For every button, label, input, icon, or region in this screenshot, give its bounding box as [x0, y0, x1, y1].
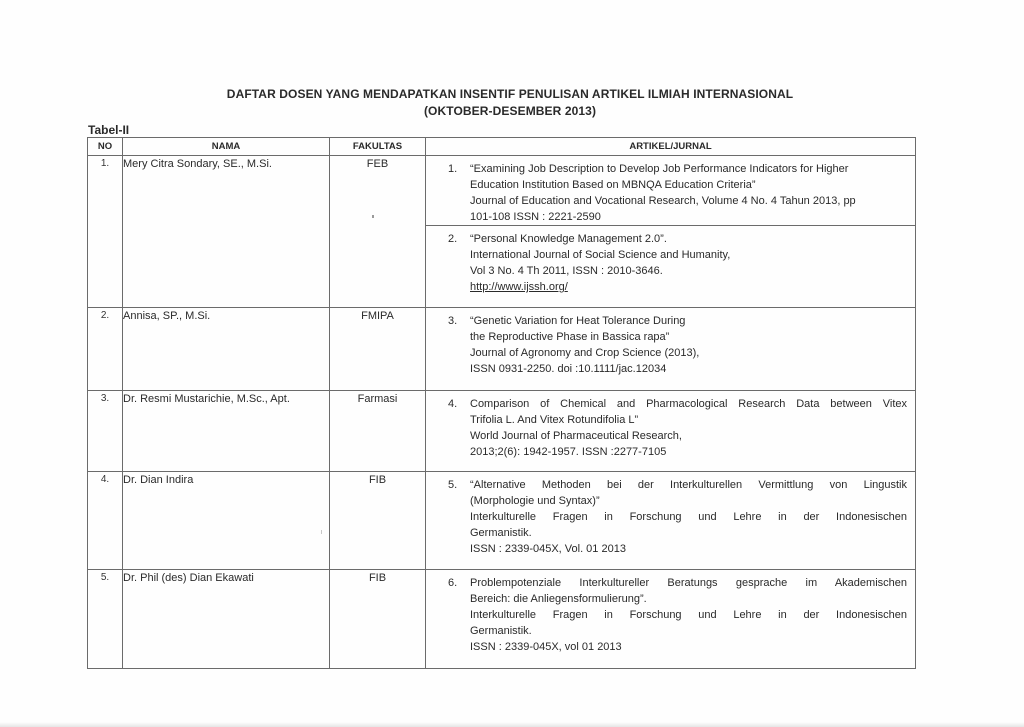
- faculty: FIB: [330, 570, 426, 669]
- row-number: 3.: [88, 391, 123, 472]
- article-line: Interkulturelle Fragen in Forschung und Lehre in der Indonesischen: [470, 511, 907, 523]
- article-line: Bereich: die Anliegensformulierung”.: [470, 593, 647, 605]
- lecturer-name: Annisa, SP., M.Si.: [123, 308, 330, 391]
- article-entry: [426, 391, 915, 460]
- article-line: (Morphologie und Syntax)”: [470, 495, 600, 507]
- article-line: International Journal of Social Science and Humanity,: [470, 249, 731, 261]
- document-period: (OKTOBER-DESEMBER 2013): [423, 104, 597, 118]
- articles-cell: [426, 391, 916, 472]
- row-number: 2.: [88, 308, 123, 391]
- header-no: NO: [88, 138, 123, 156]
- article-number: 6.: [448, 577, 458, 589]
- table-row: [88, 472, 916, 570]
- article-line: World Journal of Pharmaceutical Research,: [470, 430, 682, 442]
- articles-cell: [426, 472, 916, 570]
- article-line: Education Institution Based on MBNQA Education Criteria”: [470, 179, 756, 191]
- article-line: Germanistik.: [470, 625, 532, 637]
- faculty: FEB: [330, 156, 426, 308]
- articles-cell: [426, 156, 916, 308]
- lecturer-name: Dr. Resmi Mustarichie, M.Sc., Apt.: [123, 391, 330, 472]
- article-line: Problempotenziale Interkultureller Beratungs gesprache im Akademischen: [470, 577, 907, 589]
- row-number: 1.: [88, 156, 123, 308]
- article-line: the Reproductive Phase in Bassica rapa”: [470, 331, 670, 343]
- header-artikel: ARTIKEL/JURNAL: [426, 138, 916, 156]
- row-number: 4.: [88, 472, 123, 570]
- article-number: 4.: [448, 398, 458, 410]
- articles-cell: [426, 308, 916, 391]
- article-entry: [426, 225, 915, 307]
- article-entry: [426, 156, 915, 225]
- table-header-row: [88, 138, 916, 156]
- table-row: [88, 570, 916, 669]
- table-row: [88, 156, 916, 308]
- article-line: 2013;2(6): 1942-1957. ISSN :2277-7105: [470, 446, 667, 458]
- article-line: ISSN : 2339-045X, vol 01 2013: [470, 641, 622, 653]
- article-line: Interkulturelle Fragen in Forschung und Lehre in der Indonesischen: [470, 609, 907, 621]
- article-line: ISSN : 2339-045X, Vol. 01 2013: [470, 543, 626, 555]
- article-line: Germanistik.: [470, 527, 532, 539]
- journal-url-link[interactable]: http://www.ijssh.org/: [470, 281, 568, 293]
- table-row: [88, 308, 916, 391]
- header-fakultas: FAKULTAS: [330, 138, 426, 156]
- articles-cell: [426, 570, 916, 669]
- article-number: 5.: [448, 479, 458, 491]
- article-line: 101-108 ISSN : 2221-2590: [470, 211, 601, 223]
- article-line: “Alternative Methoden bei der Interkulturellen Vermittlung von Lingustik: [470, 479, 907, 491]
- article-line: Vol 3 No. 4 Th 2011, ISSN : 2010-3646.: [470, 265, 663, 277]
- article-number: 1.: [448, 163, 458, 175]
- article-line: ISSN 0931-2250. doi :10.1111/jac.12034: [470, 363, 667, 375]
- lecturer-name: Dr. Phil (des) Dian Ekawati: [123, 570, 330, 669]
- article-line: Journal of Agronomy and Crop Science (2013),: [470, 347, 700, 359]
- lecturer-name: Mery Citra Sondary, SE., M.Si.: [123, 156, 330, 308]
- article-number: 3.: [448, 315, 458, 327]
- article-entry: [426, 308, 915, 377]
- document-title: DAFTAR DOSEN YANG MENDAPATKAN INSENTIF PENULISAN ARTIKEL ILMIAH INTERNASIONAL: [226, 87, 794, 101]
- article-line: Comparison of Chemical and Pharmacological Research Data between Vitex: [470, 398, 907, 410]
- article-number: 2.: [448, 233, 458, 245]
- faculty: FMIPA: [330, 308, 426, 391]
- lecturer-name: Dr. Dian Indira: [123, 472, 330, 570]
- article-entry: [426, 570, 915, 655]
- lecturer-incentive-table: [87, 137, 916, 669]
- faculty: Farmasi: [330, 391, 426, 472]
- scan-speck: [321, 530, 322, 534]
- article-line: “Examining Job Description to Develop Job Performance Indicators for Higher: [470, 163, 849, 175]
- article-entry: [426, 472, 915, 557]
- header-nama: NAMA: [123, 138, 330, 156]
- article-line: “Personal Knowledge Management 2.0”.: [470, 233, 667, 245]
- table-row: [88, 391, 916, 472]
- scan-edge: [0, 722, 1024, 727]
- article-line: “Genetic Variation for Heat Tolerance During: [470, 315, 686, 327]
- row-number: 5.: [88, 570, 123, 669]
- table-label: Tabel-II: [88, 123, 130, 137]
- faculty: FIB: [330, 472, 426, 570]
- article-line: Journal of Education and Vocational Research, Volume 4 No. 4 Tahun 2013, pp: [470, 195, 856, 207]
- article-line: Trifolia L. And Vitex Rotundifolia L”: [470, 414, 639, 426]
- scan-speck: [372, 215, 374, 218]
